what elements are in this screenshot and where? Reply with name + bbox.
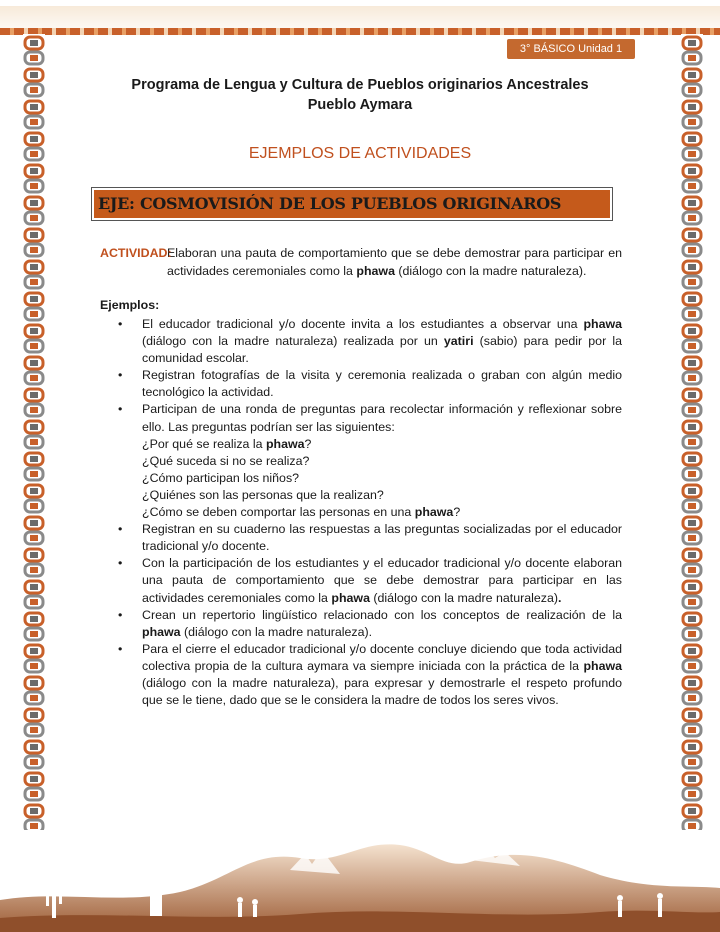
list-item: • Crean un repertorio lingüístico relacionado con los conceptos de realización de la phawa (diálogo con la madre naturaleza). [118,607,622,639]
eje-box [91,187,613,221]
left-aymara-border-pattern [23,34,45,834]
bullet: • [118,368,123,383]
list-item: • Con la participación de los estudiantes y el educador tradicional y/o docente elaboran una pauta de comportamiento que se debe demostrar para participar en las actividades ceremoniales como la phawa (diálogo con la madre naturaleza). [118,556,622,605]
bullet: • [118,317,123,331]
question-3: ¿Cómo participan los niños? [142,470,300,485]
list-item: • El educador tradicional y/o docente invita a los estudiantes a observar una phawa (diálogo con la madre naturaleza) realizada por un yatiri (sabio) para pedir por la comunidad escolar. [118,317,622,366]
list-item: • Registran en su cuaderno las respuestas a las preguntas socializadas por el educador tradicional y/o docente. [118,522,622,554]
grade-unit-badge: 3° BÁSICO Unidad 1 [507,39,635,59]
list-item: • Participan de una ronda de preguntas para recolectar información y reflexionar sobre ello. Las preguntas podrían ser las siguientes: ¿Por qué se realiza la phawa? ¿Qué suceda si no se realiza? ¿Cómo participan los niños? ¿Quiénes son las personas que la realizan? ¿Cómo se deben comportar las personas en una phawa? [118,401,622,521]
question-2: ¿Qué suceda si no se realiza? [142,453,310,468]
question-1: ¿Por qué se realiza la phawa? [142,436,312,451]
section-title: EJEMPLOS DE ACTIVIDADES [248,145,472,162]
question-4: ¿Quiénes son las personas que la realizan? [142,487,384,502]
actividad-block [100,245,622,280]
bullet: • [118,522,123,537]
people-subtitle: Pueblo Aymara [307,97,413,113]
eje-title: EJE: COSMOVISIÓN DE LOS PUEBLOS ORIGINAROS [94,190,610,218]
bullet: • [118,402,123,417]
bullet: • [118,607,123,622]
program-title: Programa de Lengua y Cultura de Pueblos originarios Ancestrales [131,77,589,93]
list-item: • Para el cierre el educador tradicional y/o docente concluye diciendo que toda actividad colectiva propia de la cultura aymara va siempre iniciada con la práctica de la phawa (diálogo con la madre naturaleza), para expresar y demostrarle el respeto profundo que se le tiene, dado que se le considera la madre de todos los seres vivos. [118,641,622,708]
bullet: • [118,641,123,656]
top-pattern-stripe [0,28,720,35]
andean-landscape-footer-illustration [0,830,720,932]
examples-list [118,316,622,709]
right-aymara-border-pattern [681,34,703,834]
bullet: • [118,556,123,571]
question-5: ¿Cómo se deben comportar las personas en una phawa? [142,505,461,520]
actividad-text: Elaboran una pauta de comportamiento que se debe demostrar para participar en actividades ceremoniales como la phawa (diálogo con la madre naturaleza). [167,246,622,278]
list-item: • Registran fotografías de la visita y ceremonia realizada o graban con algún medio tecnológico la actividad. [118,368,622,400]
ejemplos-label: Ejemplos: [100,298,160,312]
actividad-label: ACTIVIDAD: [100,246,172,260]
